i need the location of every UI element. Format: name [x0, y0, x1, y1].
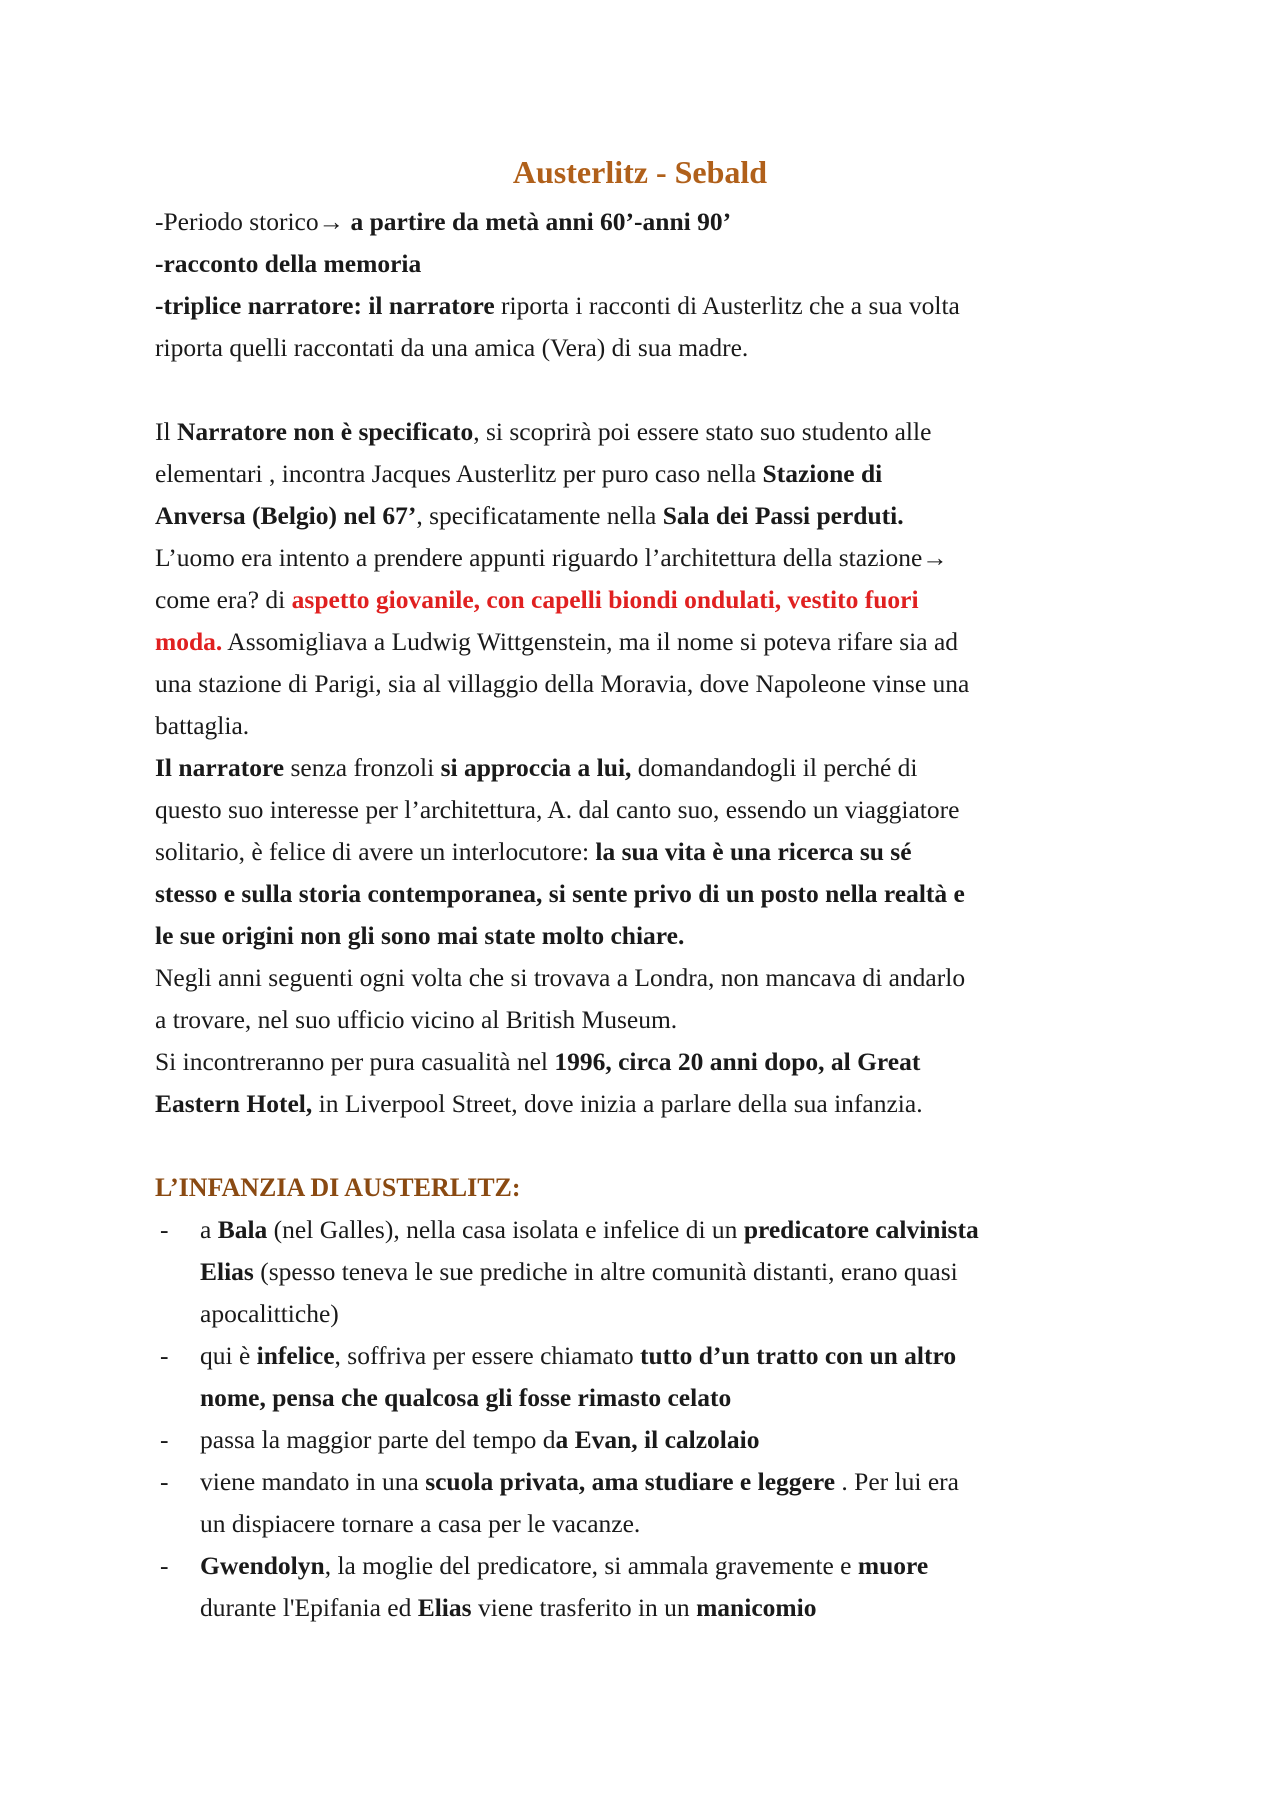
bullet-line: durante l'Epifania ed Elias viene trasferito in un manicomio	[200, 1593, 817, 1622]
intro-period-line: -Periodo storico→ a partire da metà anni 60’-anni 90’	[155, 207, 732, 236]
document-body	[155, 201, 1155, 1629]
bullet-dash: -	[160, 1551, 169, 1580]
bullet-line: qui è infelice, soffriva per essere chiamato tutto d’un tratto con un altro	[200, 1341, 957, 1370]
paragraph-line: una stazione di Parigi, sia al villaggio della Moravia, dove Napoleone vinse una	[155, 669, 970, 698]
document-title: Austerlitz - Sebald	[512, 154, 768, 190]
bullet-line: passa la maggior parte del tempo da Evan, il calzolaio	[200, 1425, 760, 1454]
bullet-dash: -	[160, 1341, 169, 1370]
blank-line	[155, 369, 1155, 411]
paragraph-line: a trovare, nel suo ufficio vicino al British Museum.	[155, 1005, 678, 1034]
paragraph-line: le sue origini non gli sono mai state molto chiare.	[155, 921, 685, 950]
bullet-item	[155, 1545, 1155, 1629]
paragraph-line: questo suo interesse per l’architettura, A. dal canto suo, essendo un viaggiatore	[155, 795, 960, 824]
bullet-dash: -	[160, 1425, 169, 1454]
bullet-line: apocalittiche)	[200, 1299, 339, 1328]
intro-narrator-line: -triplice narratore: il narratore riporta i racconti di Austerlitz che a sua volta	[155, 291, 960, 320]
intro-narrator-line-2: riporta quelli raccontati da una amica (Vera) di sua madre.	[155, 333, 749, 362]
intro-memory-line: -racconto della memoria	[155, 249, 422, 278]
paragraph-line: Negli anni seguenti ogni volta che si trovava a Londra, non mancava di andarlo	[155, 963, 966, 992]
paragraph-line: come era? di aspetto giovanile, con capelli biondi ondulati, vestito fuori	[155, 585, 919, 614]
bullet-line: Gwendolyn, la moglie del predicatore, si ammala gravemente e muore	[200, 1551, 929, 1580]
bullet-dash: -	[160, 1215, 169, 1244]
bullet-line: nome, pensa che qualcosa gli fosse rimasto celato	[200, 1383, 732, 1412]
bullet-dash: -	[160, 1467, 169, 1496]
paragraph-line: L’uomo era intento a prendere appunti riguardo l’architettura della stazione→	[155, 543, 948, 572]
section-heading: L’INFANZIA DI AUSTERLITZ:	[155, 1173, 521, 1202]
bullet-item	[155, 1419, 1155, 1461]
bullet-line: Elias (spesso teneva le sue prediche in altre comunità distanti, erano quasi	[200, 1257, 958, 1286]
paragraph-line: battaglia.	[155, 711, 250, 740]
paragraph-line: moda. Assomigliava a Ludwig Wittgenstein, ma il nome si poteva rifare sia ad	[155, 627, 959, 656]
paragraph-line: elementari , incontra Jacques Austerlitz per puro caso nella Stazione di	[155, 459, 883, 488]
paragraph-line: Anversa (Belgio) nel 67’, specificatamente nella Sala dei Passi perduti.	[155, 501, 904, 530]
bullet-line: a Bala (nel Galles), nella casa isolata e infelice di un predicatore calvinista	[200, 1215, 979, 1244]
highlighted-text: aspetto giovanile, con capelli biondi ondulati, vestito fuori	[291, 585, 919, 614]
paragraph-line: Si incontreranno per pura casualità nel 1996, circa 20 anni dopo, al Great	[155, 1047, 921, 1076]
paragraph-line: Eastern Hotel, in Liverpool Street, dove inizia a parlare della sua infanzia.	[155, 1089, 923, 1118]
paragraph-line: Il narratore senza fronzoli si approccia a lui, domandandogli il perché di	[155, 753, 918, 782]
highlighted-text: moda.	[155, 627, 223, 656]
bullet-item	[155, 1209, 1155, 1335]
bullet-item	[155, 1461, 1155, 1545]
paragraph-line: stesso e sulla storia contemporanea, si sente privo di un posto nella realtà e	[155, 879, 965, 908]
paragraph-line: Il Narratore non è specificato, si scoprirà poi essere stato suo studento alle	[155, 417, 932, 446]
bullet-line: un dispiacere tornare a casa per le vacanze.	[200, 1509, 641, 1538]
paragraph-line: solitario, è felice di avere un interlocutore: la sua vita è una ricerca su sé	[155, 837, 912, 866]
bullet-line: viene mandato in una scuola privata, ama studiare e leggere . Per lui era	[200, 1467, 959, 1496]
bullet-item	[155, 1335, 1155, 1419]
